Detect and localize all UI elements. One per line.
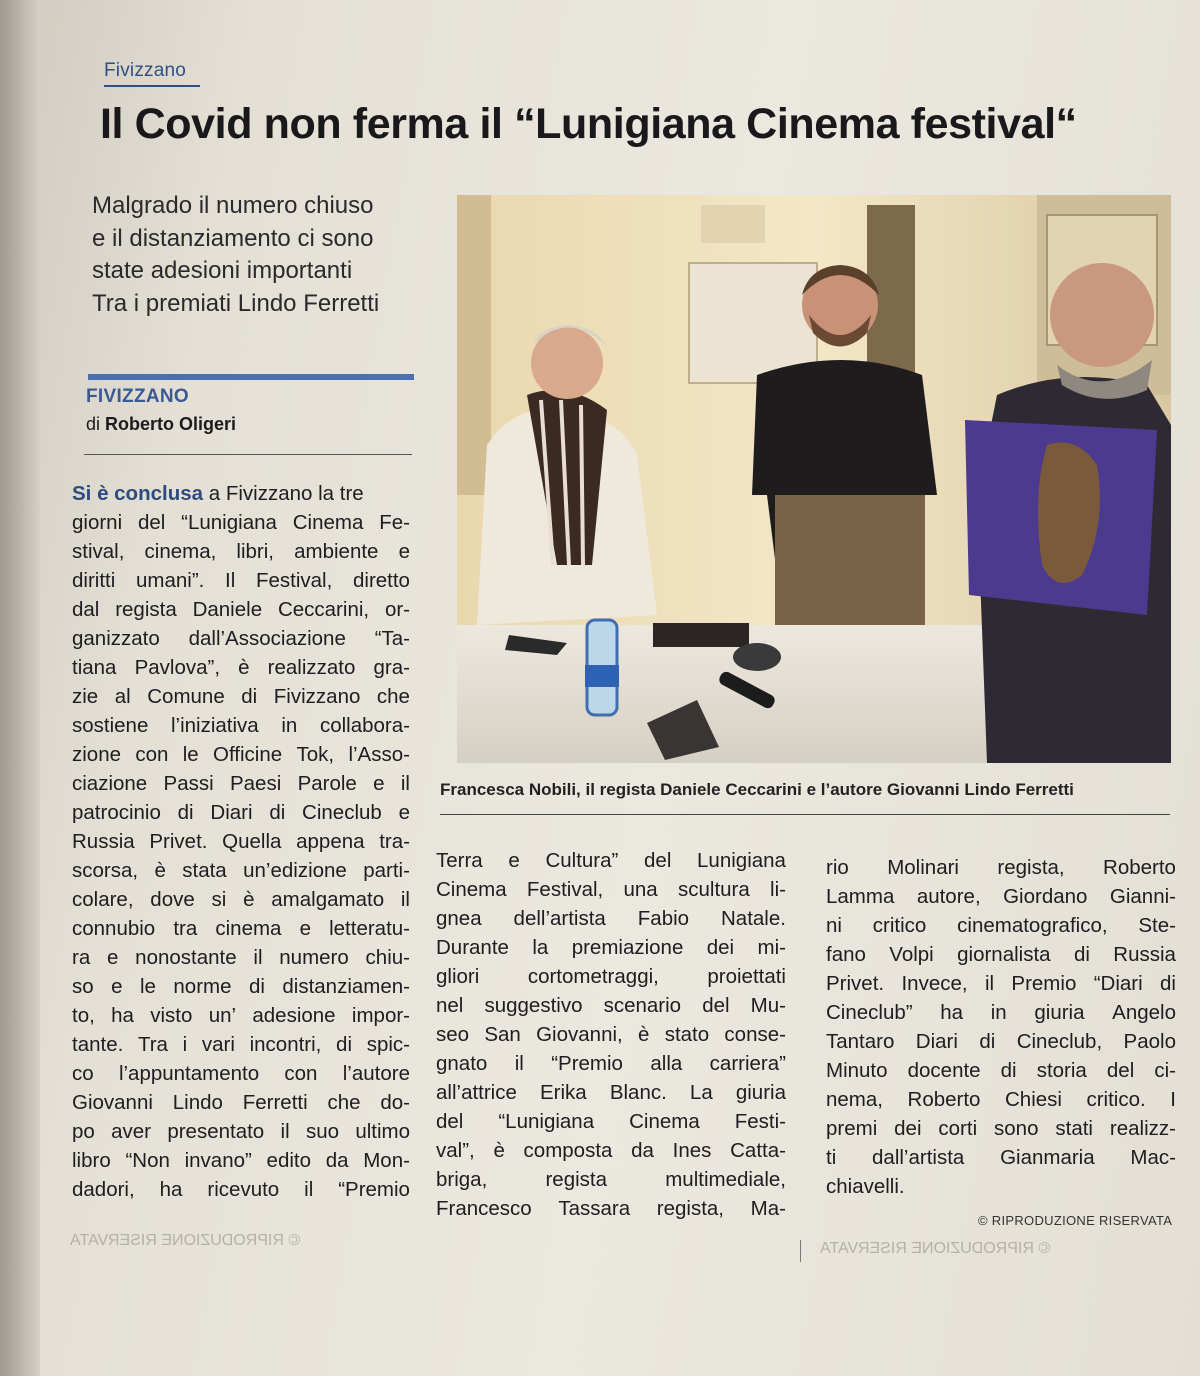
column-line: Cineclub” ha in giuria Angelo [826,1001,1176,1024]
byline [86,414,236,435]
column-line: ciazione Passi Paesi Parole e il [72,772,410,795]
dateline-place: FIVIZZANO [86,386,189,407]
column-line: Privet. Invece, il Premio “Diari di [826,972,1176,995]
bleed-through-text: © RIPRODUZIONE RISERVATA [820,1240,1051,1257]
photo-illustration [457,195,1171,763]
copyright-notice: © RIPRODUZIONE RISERVATA [978,1213,1173,1228]
column-line: giorni del “Lunigiana Cinema Fe- [72,511,410,534]
column-line: Terra e Cultura” del Lunigiana [436,849,786,872]
headline: Il Covid non ferma il “Lunigiana Cinema festival“ [100,100,1077,148]
column-line: rio Molinari regista, Roberto [826,856,1176,879]
byline-rule [88,374,414,380]
subhead-line: Tra i premiati Lindo Ferretti [92,289,380,317]
column-line: ni critico cinematografico, Ste- [826,914,1176,937]
column-line: co l’appuntamento con l’autore [72,1062,410,1085]
page-fold-shadow [0,0,40,1376]
subhead-line: Malgrado il numero chiuso [92,192,374,219]
article-column-2 [436,846,786,1223]
byline-prefix: di [86,414,101,434]
column-line: colare, dove si è amalgamato il [72,888,410,911]
column-line: gnea dell’artista Fabio Natale. [436,907,786,930]
byline-divider [84,454,412,455]
subhead-line: e il distanziamento ci sono [92,224,374,252]
lead-bold-text: Si è conclusa [72,482,204,505]
column-separator [800,1240,801,1262]
article-photo [457,195,1171,763]
article-column-1 [72,479,410,1204]
column-line: Tantaro Diari di Cineclub, Paolo [826,1030,1176,1053]
column-line: diritti umani”. Il Festival, diretto [72,569,410,592]
column-line: to, ha visto un’ adesione impor- [72,1004,410,1027]
caption-divider [440,814,1170,815]
article-column-3 [826,853,1176,1201]
lead-continuation: a Fivizzano la tre [203,482,364,505]
column-line: ra e nonostante il numero chiu- [72,946,410,969]
column-line: Giovanni Lindo Ferretti che do- [72,1091,410,1114]
column-line: val”, è composta da Ines Catta- [436,1139,786,1162]
column-line: dal regista Daniele Ceccarini, or- [72,598,410,621]
column-line: Minuto docente di storia del ci- [826,1059,1176,1082]
column-line: zione con le Officine Tok, l’Asso- [72,743,410,766]
column-line: del “Lunigiana Cinema Festi- [436,1110,786,1133]
column-line: connubio tra cinema e letteratu- [72,917,410,940]
column-line: premi dei corti sono stati realizz- [826,1117,1176,1140]
column-line: gliori cortometraggi, proiettati [436,965,786,988]
column-line: tante. Tra i vari incontri, di spic- [72,1033,410,1056]
column-line: briga, regista multimediale, [436,1168,786,1191]
column-line: fano Volpi giornalista di Russia [826,943,1176,966]
section-tag: Fivizzano [104,60,200,87]
column-line: stival, cinema, libri, ambiente e [72,540,410,563]
column-line: tiana Pavlova”, è realizzato gra- [72,656,410,679]
column-line [72,479,410,508]
column-line: all’attrice Erika Blanc. La giuria [436,1081,786,1104]
column-line: patrocinio di Diari di Cineclub e [72,801,410,824]
subhead-line: state adesioni importanti [92,257,353,284]
column-line: scorsa, è stata un’edizione parti- [72,859,410,882]
column-line: sostiene l’iniziativa in collabora- [72,714,410,737]
bleed-through-text: © RIPRODUZIONE RISERVATA [70,1232,301,1249]
column-line: gnato il “Premio alla carriera” [436,1052,786,1075]
subheadline [92,190,432,320]
photo-caption: Francesca Nobili, il regista Daniele Ceccarini e l’autore Giovanni Lindo Ferretti [440,780,1074,799]
column-line: Cinema Festival, una scultura li- [436,878,786,901]
column-line: dadori, ha ricevuto il “Premio [72,1178,410,1201]
column-line: Russia Privet. Quella appena tra- [72,830,410,853]
column-line: po aver presentato il suo ultimo [72,1120,410,1143]
column-line: zie al Comune di Fivizzano che [72,685,410,708]
column-line: nel suggestivo scenario del Mu- [436,994,786,1017]
column-line: Lamma autore, Giordano Gianni- [826,885,1176,908]
column-line: chiavelli. [826,1175,905,1198]
column-line: ganizzato dall’Associazione “Ta- [72,627,410,650]
column-line: seo San Giovanni, è stato conse- [436,1023,786,1046]
column-line: ti dall’artista Gianmaria Mac- [826,1146,1176,1169]
column-line: libro “Non invano” edito da Mon- [72,1149,410,1172]
column-line: Francesco Tassara regista, Ma- [436,1197,786,1220]
byline-author: Roberto Oligeri [105,414,237,434]
column-line: nema, Roberto Chiesi critico. I [826,1088,1176,1111]
column-line: Durante la premiazione dei mi- [436,936,786,959]
column-line: so e le norme di distanziamen- [72,975,410,998]
